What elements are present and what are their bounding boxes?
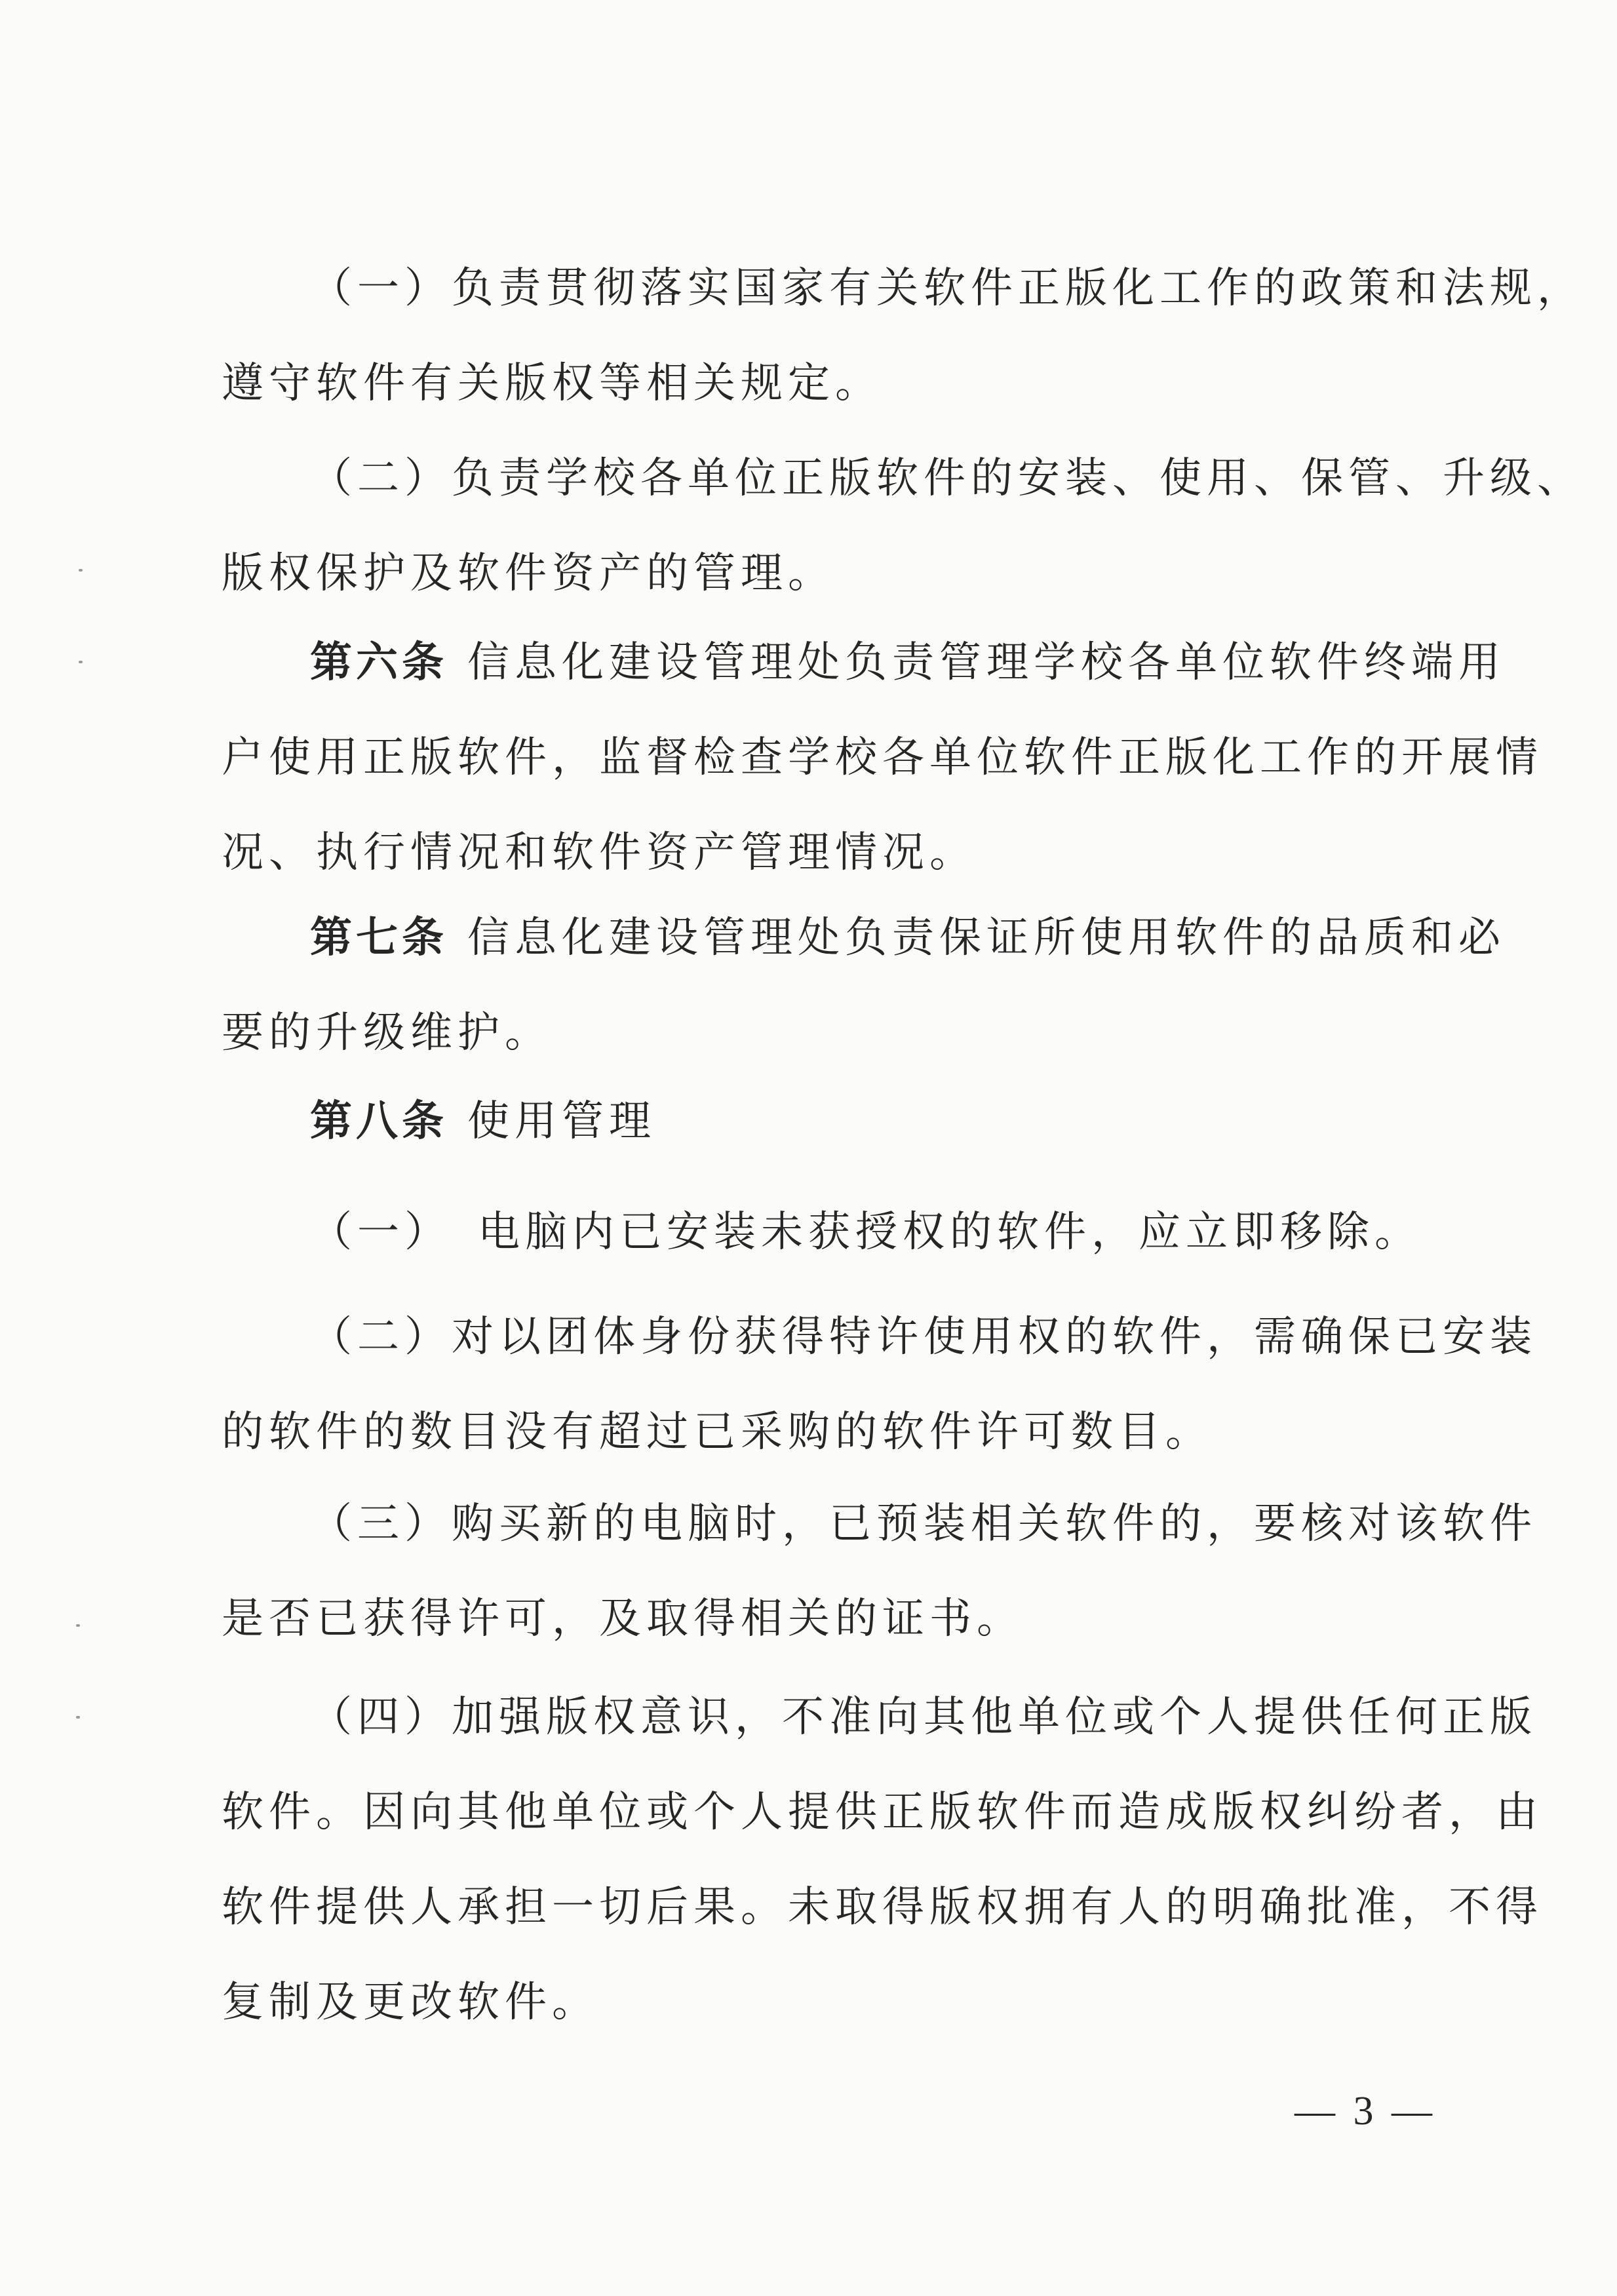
- article-7: [222, 890, 1506, 1081]
- paragraph-line: 版权保护及软件资产的管理。: [222, 549, 835, 598]
- paragraph-line: 软件。因向其他单位或个人提供正版软件而造成版权纠纷者，由: [222, 1788, 1543, 1837]
- item-3: [222, 1477, 1537, 1667]
- paragraph-line: （四）加强版权意识，不准向其他单位或个人提供任何正版: [310, 1693, 1537, 1741]
- item-4: [222, 1670, 1543, 2050]
- article-8: [222, 1074, 1428, 1169]
- paragraph-line: 遵守软件有关版权等相关规定。: [222, 359, 882, 408]
- paragraph-line: 户使用正版软件，监督检查学校各单位软件正版化工作的开展情: [222, 733, 1543, 782]
- item-1: [222, 1185, 1428, 1280]
- paragraph-line: 况、执行情况和软件资产管理情况。: [222, 828, 977, 877]
- paragraph-2: [222, 431, 1584, 621]
- paragraph-line: （二）对以团体身份获得特许使用权的软件，需确保已安装: [310, 1313, 1537, 1361]
- paragraph-line: （二）负责学校各单位正版软件的安装、使用、保管、升级、: [310, 454, 1584, 503]
- paragraph-line: 使用管理: [467, 1097, 656, 1146]
- paragraph-line: 是否已获得许可，及取得相关的证书。: [222, 1595, 1024, 1643]
- scan-speck: [76, 1624, 80, 1627]
- article-6: [222, 615, 1543, 901]
- scan-speck: [79, 661, 83, 663]
- paragraph-line: 信息化建设管理处负责保证所使用软件的品质和必: [467, 914, 1506, 962]
- paragraph-line: 的软件的数目没有超过已采购的软件许可数目。: [222, 1408, 1213, 1456]
- paragraph-line: 复制及更改软件。: [222, 1978, 599, 2027]
- paragraph-1: [222, 241, 1584, 431]
- paragraph-line: 信息化建设管理处负责管理学校各单位软件终端用: [467, 638, 1506, 687]
- scan-speck: [79, 569, 83, 572]
- page-number: — 3 —: [1295, 2089, 1436, 2133]
- paragraph-line: （一）负责贯彻落实国家有关软件正版化工作的政策和法规，: [310, 264, 1584, 313]
- paragraph-line: （三）购买新的电脑时，已预装相关软件的，要核对该软件: [310, 1500, 1537, 1548]
- scan-speck: [76, 1716, 80, 1719]
- article-heading: 第七条: [310, 913, 448, 962]
- article-heading: 第六条: [310, 638, 448, 687]
- paragraph-line: 要的升级维护。: [222, 1009, 552, 1057]
- paragraph-line: （一） 电脑内已安装未获授权的软件，应立即移除。: [310, 1208, 1422, 1256]
- item-2: [222, 1290, 1537, 1480]
- article-heading: 第八条: [310, 1097, 448, 1146]
- paragraph-line: 软件提供人承担一切后果。未取得版权拥有人的明确批准，不得: [222, 1883, 1543, 1932]
